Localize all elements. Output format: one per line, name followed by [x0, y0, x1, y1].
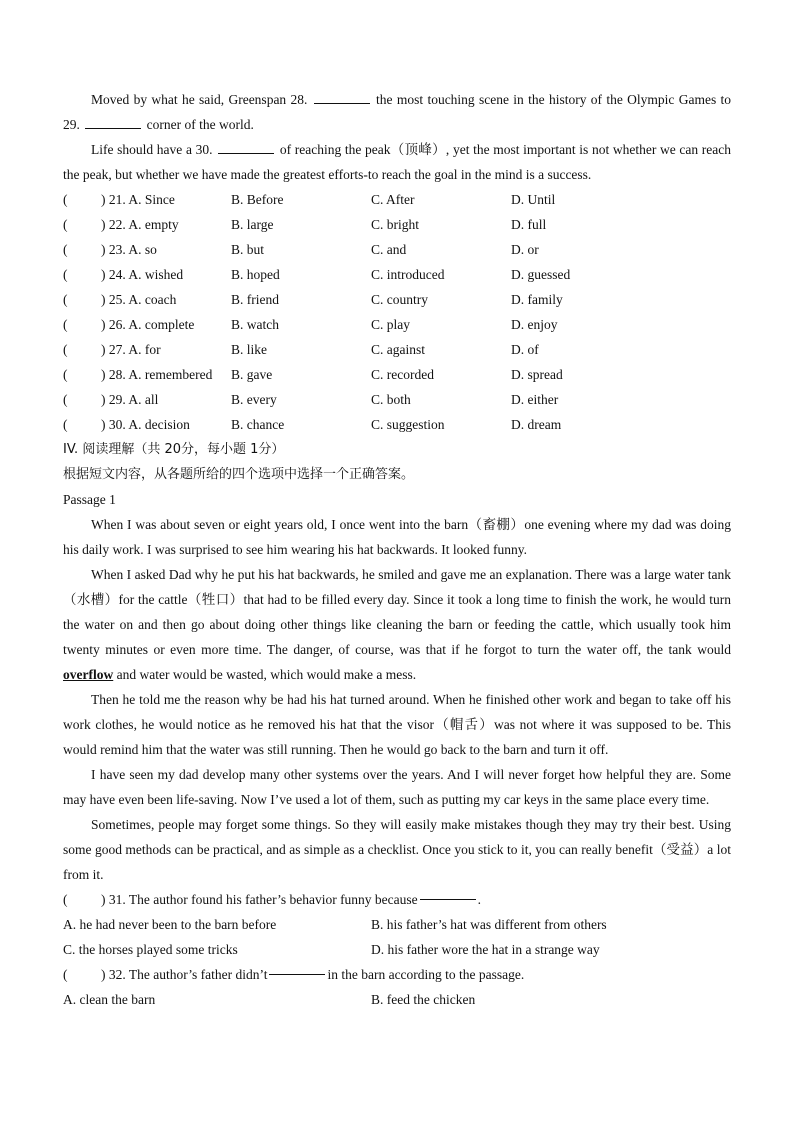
- option-d: D. of: [511, 342, 539, 357]
- option-c: C. After: [371, 192, 415, 207]
- option-a: ) 30. A. decision: [101, 417, 190, 432]
- answer-paren: (: [63, 367, 68, 382]
- option-row: [63, 237, 731, 262]
- option-b: B. every: [231, 392, 277, 407]
- option-a: ) 28. A. remembered: [101, 367, 213, 382]
- option-a: ) 23. A. so: [101, 242, 157, 257]
- option-c: C. the horses played some tricks: [63, 942, 238, 957]
- option-b: B. watch: [231, 317, 279, 332]
- answer-blank: [218, 141, 274, 154]
- intro-text: of reaching the peak（顶峰）, yet the most important is not whether we can reach the peak, but whether we have made the greatest efforts-to reach the goal in the mind is a success.: [63, 142, 732, 182]
- option-d: D. or: [511, 242, 539, 257]
- option-row: [63, 412, 731, 437]
- answer-paren: (: [63, 217, 68, 232]
- answer-blank: [85, 116, 141, 129]
- option-c: C. play: [371, 317, 410, 332]
- option-b: B. hoped: [231, 267, 280, 282]
- answer-paren: (: [63, 192, 68, 207]
- intro-paragraph-1: [63, 87, 731, 137]
- answer-paren: (: [63, 242, 68, 257]
- option-row: [63, 337, 731, 362]
- option-a: A. he had never been to the barn before: [63, 917, 277, 932]
- option-row: [63, 362, 731, 387]
- passage-paragraph-2: [63, 562, 731, 687]
- option-b: B. feed the chicken: [371, 992, 476, 1007]
- options-table: [63, 187, 731, 437]
- answer-paren: (: [63, 317, 68, 332]
- answer-paren: (: [63, 892, 68, 907]
- answer-blank: [314, 91, 370, 104]
- question-text: ) 31. The author found his father’s behavior funny because: [101, 892, 418, 907]
- option-a: ) 29. A. all: [101, 392, 159, 407]
- option-c: C. against: [371, 342, 425, 357]
- answer-paren: (: [63, 342, 68, 357]
- option-row: [63, 187, 731, 212]
- passage-text: When I asked Dad why he put his hat backwards, he smiled and gave me an explanation. There was a large water tank（水槽）for the cattle（牲口）that had to be filled every day. Since it took a long time to finish the work, he would turn the water on and then go about doing other things like cleaning the barn or feeding the cattle, which usually took him twenty minutes or even more time. The danger, of course, was that if he forgot to turn the water off, the tank would: [63, 567, 731, 657]
- option-b: B. but: [231, 242, 265, 257]
- passage-paragraph-4: I have seen my dad develop many other systems over the years. And I will never forget how helpful they are. Some may have even been life-saving. Now I’ve used a lot of them, such as putting my car keys in the same place every time.: [63, 767, 731, 807]
- intro-text: corner of the world.: [146, 117, 254, 132]
- question-32-options-row-1: [63, 987, 731, 1012]
- passage-paragraph-5: Sometimes, people may forget some things. So they will easily make mistakes though they may try their best. Using some good methods can be practical, and as simple as a checklist. Once you stick to it, you can really benefit（受益）a lot from it.: [63, 817, 731, 882]
- option-d: D. Until: [511, 192, 556, 207]
- answer-paren: (: [63, 392, 68, 407]
- option-a: ) 24. A. wished: [101, 267, 184, 282]
- option-b: B. like: [231, 342, 267, 357]
- intro-paragraph-2: [63, 137, 731, 187]
- option-d: D. family: [511, 292, 563, 307]
- underlined-word: overflow: [63, 667, 114, 682]
- answer-blank: [269, 962, 325, 975]
- option-a: A. clean the barn: [63, 992, 156, 1007]
- question-31-options-row-2: [63, 937, 731, 962]
- option-c: C. introduced: [371, 267, 445, 282]
- option-d: D. guessed: [511, 267, 571, 282]
- option-c: C. country: [371, 292, 428, 307]
- question-text: in the barn according to the passage.: [327, 967, 525, 982]
- document-page: [63, 87, 731, 1012]
- option-b: B. gave: [231, 367, 273, 382]
- question-31-stem: [63, 887, 731, 912]
- option-b: B. Before: [231, 192, 284, 207]
- option-d: D. dream: [511, 417, 562, 432]
- option-b: B. chance: [231, 417, 285, 432]
- option-d: D. his father wore the hat in a strange way: [371, 942, 600, 957]
- option-a: ) 26. A. complete: [101, 317, 195, 332]
- option-row: [63, 387, 731, 412]
- option-row: [63, 312, 731, 337]
- passage-paragraph-1: When I was about seven or eight years old, I once went into the barn（畜棚）one evening where my dad was doing his daily work. I was surprised to see him wearing his hat backwards. It looked funny.: [63, 517, 731, 557]
- option-a: ) 21. A. Since: [101, 192, 175, 207]
- option-c: C. and: [371, 242, 407, 257]
- option-row: [63, 212, 731, 237]
- option-a: ) 27. A. for: [101, 342, 161, 357]
- question-text: ) 32. The author’s father didn’t: [101, 967, 268, 982]
- passage-label: Passage 1: [63, 492, 116, 507]
- option-c: C. suggestion: [371, 417, 445, 432]
- answer-paren: (: [63, 967, 68, 982]
- section-title: IV. 阅读理解（共 20分，每小题 1分）: [63, 442, 285, 457]
- option-a: ) 25. A. coach: [101, 292, 177, 307]
- option-b: B. friend: [231, 292, 279, 307]
- section-instruction: 根据短文内容，从各题所给的四个选项中选择一个正确答案。: [63, 467, 415, 482]
- option-d: D. enjoy: [511, 317, 558, 332]
- passage-text: and water would be wasted, which would make a mess.: [116, 667, 417, 682]
- option-d: D. spread: [511, 367, 563, 382]
- question-32-stem: [63, 962, 731, 987]
- intro-text: Life should have a 30.: [91, 142, 213, 157]
- option-b: B. his father’s hat was different from others: [371, 917, 607, 932]
- option-d: D. full: [511, 217, 547, 232]
- option-row: [63, 262, 731, 287]
- option-c: C. both: [371, 392, 411, 407]
- period: .: [477, 892, 482, 907]
- answer-paren: (: [63, 417, 68, 432]
- intro-text: the most touching scene in the history of the Olympic Games to 29.: [63, 92, 732, 132]
- option-c: C. bright: [371, 217, 420, 232]
- option-a: ) 22. A. empty: [101, 217, 179, 232]
- answer-blank: [420, 887, 476, 900]
- option-c: C. recorded: [371, 367, 434, 382]
- answer-paren: (: [63, 267, 68, 282]
- question-31-options-row-1: [63, 912, 731, 937]
- passage-paragraph-3: Then he told me the reason why be had his hat turned around. When he finished other work and began to take off his work clothes, he would notice as he removed his hat that the visor（帽舌）was not where it was supposed to be. This would remind him that the water was still running. Then he would go back to the barn and turn it off.: [63, 692, 731, 757]
- intro-text: Moved by what he said, Greenspan 28.: [91, 92, 308, 107]
- option-d: D. either: [511, 392, 559, 407]
- option-row: [63, 287, 731, 312]
- option-b: B. large: [231, 217, 274, 232]
- answer-paren: (: [63, 292, 68, 307]
